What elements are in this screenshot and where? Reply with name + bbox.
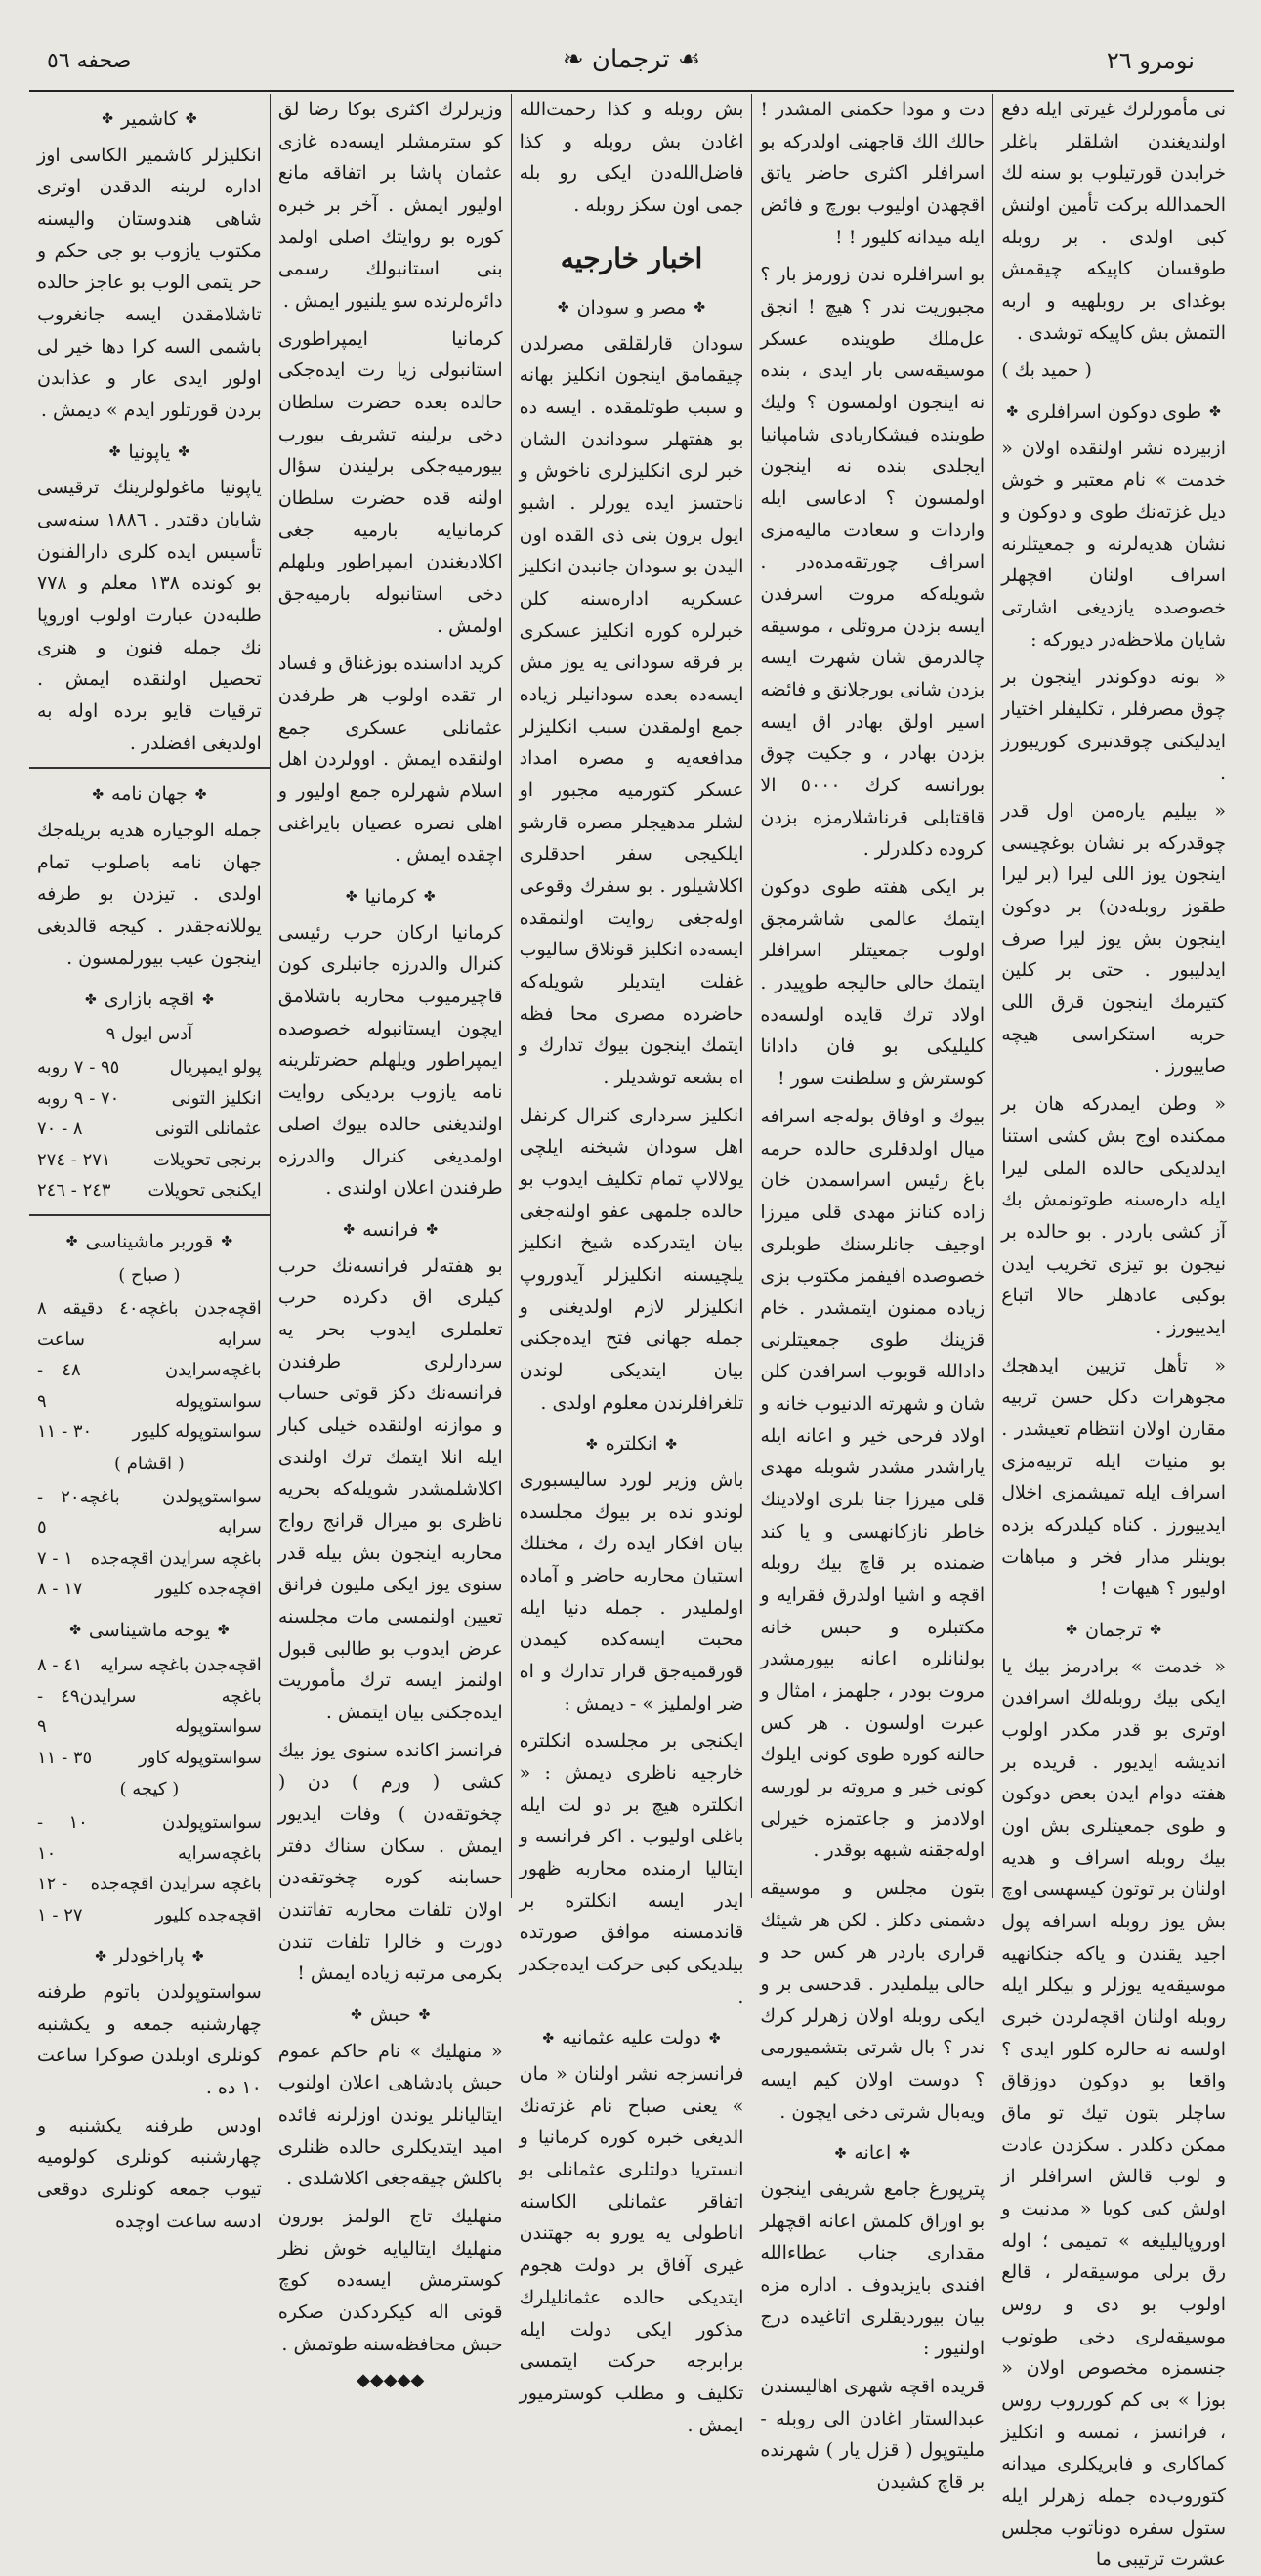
paragraph: « خدمت » برادرمز بیك یا ایکی بیك روبله‌لك اسرافدن اوتری بو قدر مکدر اولوب اندیشه ایدیور . قریده بر هفته دوام ایدن بعض دوکون و طوی جمعیتلری بش اون بیك روبله اسراف و هدیه اولنان بر توتون کیسهسی اوچ بش یوز روبله اسرافه پول اجید یقندن و یاکه جنکانهیه موسیقه‌یه یوزلر و بیکلر ایله روبله اولنان اقچه‌لردن خبری اولسه نه حالره کلور ایدی ؟ واقعا بو دوکون دوزقاق ساچلر بتون تیك تو ماق ممکن دکلدر . سکزدن عادت و لوب قالش اسرافلر از اولش کبی کویا « مدنیت و اوروپالیلیغه » تمیمی ؛ اوله رق برلی موسیقه‌لر ، قالع اولوب بو دی و روس موسیقه‌لری دخی طوتوب جنسمزه مخصوص اولان « بوزا » بی کم کورروب روس ، فرانسز ، نمسه و انکلیز کماکاری و فابریکلری میدانه کتوروب‌ده جمله زهرلر ایله ستول سفره دوناتوب مجلس عشرت ترتیبی ما [1001, 1655, 1226, 2571]
table-row [37, 1416, 262, 1448]
heading-text: ترجمان [1084, 1619, 1143, 1641]
paragraph: انکلیزلر کاشمیر الکاسی اوز اداره لرینه الدقدن اوتری شاهی هندوستان والیسنه مکتوب یازوب بو جی حکم و حر یتمی الوب بو عاجز حالده تاشلامقدن ایسه جانغروب باشمی السه کرا دها خیر لی اولور ایدی عار و عذابدن بردن قورتلور ایدم » دیمش . [37, 144, 262, 422]
section-heading [37, 1226, 262, 1258]
table-row [37, 1293, 262, 1355]
ornament-icon: ✤ [418, 2007, 431, 2024]
ornament-right-icon: ☙ [669, 45, 701, 74]
newspaper-title [29, 45, 1234, 74]
ornament-icon: ✤ [191, 1948, 204, 1964]
paragraph: سودان قارلقلقی مصرلدن چیقمامق اینجون انکلیز بهانه و سبب طوتلمقده . ایسه ده بو هفتهلر سوداندن الشان خبر لری انکلیزلری ناخوش و ناحتسز ایده یورلر . اشبو ایول برون بنی ذی القده اون الیدن بو سودان جانبدن انکلیز عسکریه اداره‌سنه کلن خبرلره کوره انکلیز عسکری بر فرقه سودانی یه یوز مش ایسه‌ده بعده سودانیلر زیاده جمع اولمقدن سبب انکلیزلر مدافعه‌یه و مصره امداد عسکر کتورمیه مجبور او لشلر مدهیجلر مصره قارشو ایلکیجی سفر احدقلری اکلاشیلور . بو سفرك وقوعی اوله‌جغی روایت اولنمقده ایسه‌ده انکلیز قونلاق سالیوب غفلت ایتدیلر شویله‌که حاضرده مصری محا فظه ایتمك اینجون بیوك تدارك و اه بشعه توشدیلر . [519, 332, 744, 1088]
heading-text: یاپونیا [128, 441, 171, 463]
paragraph: یاپونیا ماغولولرینك ترقیسی شایان دقتدر . ١٨٨٦ سنه‌سی تأسیس ایده کلری دارالفنون بو کونده ١٣٨ معلم و ٧٧٨ طلبه‌دن عبارت اولوب اوروپا نك جمله فنون و هنری تحصیل اولنقده ایمش . ترقیات قایو برده اوله‌ به اولدیغی افضلدر . [37, 477, 262, 754]
ornament-icon: ✤ [84, 992, 97, 1008]
ornament-icon: ✤ [665, 1436, 678, 1453]
table-row [37, 1145, 262, 1176]
ornament-icon: ✤ [65, 1233, 78, 1249]
paragraph: اودس طرفنه یکشنبه و چهارشنبه کونلری کولومیه تیوب جمعه کونلری دوقعی ادسه ساعت اوچده [37, 2114, 262, 2232]
section-heading [1001, 1615, 1226, 1647]
ornament-icon: ✤ [586, 1436, 598, 1453]
route-time: ٤١ - ٨ [37, 1655, 83, 1676]
table-row [37, 1543, 262, 1575]
signature: ( حمید بك ) [1001, 359, 1092, 382]
paragraph: فرانسز اکانده سنوی یوز بیك کشی ( ورم ) دن ( چخوتقه‌دن ) وفات ایدیور ایمش . سکان سناك دفتر حسابنه کوره چخوتقه‌دن اولان تلفات محاربه تفاتندن دورت و خالرا تلفات تندن بکرمی مرتبه زیاده ایمش ! [277, 1739, 503, 1985]
route-name: سواستوپولدن باغچه‌سرایه [162, 1812, 262, 1864]
ornament-left-icon: ❧ [562, 45, 592, 74]
route-time: ٤٩ - ٩ [37, 1685, 80, 1738]
paragraph: ازبیرده نشر اولنقده اولان « خدمت » نام معتبر و خوش دیل غزته‌نك طوی و دوکون و نشان هدیه‌لرنه و جمعیتلرنه اسراف اولنان اقچهلر خصوصده یازدیغی اشارتی شایان ملاحظه‌در دیورکه : [1001, 437, 1226, 651]
table-row [37, 1355, 262, 1416]
ornament-icon: ✤ [92, 786, 105, 803]
ornament-icon: ✤ [1066, 1623, 1077, 1639]
ornament-icon: ✤ [834, 2145, 847, 2162]
rate-name: انکلیز التونی [171, 1087, 262, 1109]
route-name: اقچه‌جده کلیور [155, 1579, 262, 1600]
subheading: آدس ایول ٩ [105, 1024, 193, 1045]
heading-text: دولت علیه عثمانیه [562, 2027, 701, 2049]
section-heading [278, 1214, 503, 1246]
table-row [37, 1743, 262, 1774]
heading-text: پاراخودلر [114, 1945, 185, 1967]
heading-text: انکلتره [605, 1433, 658, 1456]
heading-text: یوجه ماشیناسی [88, 1619, 210, 1641]
paragraph: « منهلیك » نام حاکم عموم حبش پادشاهی اعلان اولنوب ایتالیانلر یوندن اوزلرنه فائده امید ایتدیکلری حالده ظنلری باکلش چیقه‌جغی اکلاشلدی . [277, 2040, 503, 2190]
column-2 [751, 94, 992, 2494]
column-5 [29, 94, 270, 2232]
route-time: ١٢ - [37, 1874, 68, 1895]
paragraph: انکلیز سرداری کنرال کرنفل اهل سودان شیخنه ایلچی یولالاپ تمام تکلیف ایدوب بو حالده جلمهی عفو اولنەجغی بیان ایتدرکده شیخ انکلیز یلچیسنه انکلیزلر آیدوروپ انکلیزلر لازم اولدیغنی و جمله جهانی فتح ایده‌جکنی بیان ایتدیکی لوندن تلغرافلرندن معلوم اولدی . [519, 1104, 744, 1414]
rate-name: برنجی تحویلات [152, 1149, 262, 1170]
ornament-icon: ✤ [426, 1222, 439, 1239]
section-heading [37, 779, 262, 811]
ornament-icon: ✤ [95, 1948, 106, 1964]
paragraph: بر ایکی هفته طوی دوکون ایتمك عالمی شاشرمجق اولوب جمعیتلر اسرافلر ایتمك حالی حالیجه طوپیدر . اولاد ترك قایده اولسه‌ده کلیلیكی بو فان دادانا کوسترش و سلطنت سور ! [760, 876, 986, 1090]
heading-text: قوربر ماشیناسی [85, 1230, 214, 1252]
heading-text: اقچه بازاری [104, 989, 195, 1011]
subheading: ( صباح ) [118, 1265, 181, 1287]
route-name: سواستوپوله کلیور [132, 1421, 262, 1443]
timetable-night [37, 1807, 262, 1930]
table-row [37, 1175, 262, 1206]
paragraph: کرمانیا ارکان حرب رئیسی کنرال والدرزه جانبلری کون قاچیرمیوب محاربه باشلامق ایچون ایستانبوله خصوصده ایمپراطور ویلهلم حضرتلرینه نامه یازوب بردیکی روایت اولندیغنی حالده بیوك اصلی اولمدیغی کنرال والدرزه طرفندن اعلان اولندی . [277, 921, 503, 1200]
section-heading [37, 437, 262, 469]
timetable-evening [37, 1482, 262, 1605]
paragraph: جمله الوجیاره هدیه بریله‌جك جهان نامه باصلوب تمام اولدی . تیزدن بو طرفه یوللانەجقدر . کیجه قالدیغی اینجون عیب بیورلمسون . [37, 820, 262, 969]
route-name: باغچه سرایدن اقچه‌جده [90, 1547, 262, 1569]
paragraph: سواستوپولدن باتوم طرفنه چهارشنبه جمعه و یکشنبه کونلری اوبلدن صوکرا ساعت ١٠ ده . [37, 1980, 262, 2098]
ornament-icon: ✤ [202, 992, 214, 1008]
rate-name: عثمانلی التونی [154, 1119, 262, 1140]
section-heading [37, 104, 262, 136]
column-3 [511, 94, 752, 2436]
column-1 [992, 94, 1234, 2571]
section-heading [520, 2022, 744, 2054]
route-name: باغچه سرایدن اقچه‌جده [90, 1874, 262, 1895]
subheading: ( کیجه ) [119, 1779, 180, 1800]
route-time: ٢٧ - ١ [37, 1904, 83, 1925]
route-name: اقچه‌جدن باغچه سرایه [138, 1298, 262, 1350]
ornament-icon: ✤ [343, 1222, 356, 1239]
rate-value: ٩٥ - ٧ روبه [37, 1057, 120, 1078]
paragraph: « بیلیم یارەمن اول قدر چوقدرکه بر نشان بوغچیسی اینجون یوز اللی لیرا (بر لیرا طقوز روبله‌دن) بر دوکون اینجون بش یوز لیرا صرف ایدلیبور . حتی بر کلین کتیرمك اینجون قرق اللی حربه استکراسی هیچه صاییورز . [1001, 800, 1226, 1077]
route-name: سواستوپولدن باغچه سرایه [79, 1486, 262, 1539]
ornament-icon: ✤ [194, 786, 207, 803]
table-row [37, 1052, 262, 1083]
table-row [37, 1083, 262, 1115]
table-row [37, 1900, 262, 1931]
table-row [37, 1869, 262, 1900]
section-heading [760, 2137, 985, 2170]
table-row [37, 1807, 262, 1869]
title-text: ترجمان [591, 45, 670, 74]
section-heading [520, 1428, 744, 1460]
route-name: باغچه‌سرایدن سواستوپوله [164, 1360, 262, 1412]
table-row [37, 1114, 262, 1145]
route-name: باغچه سرایدن سواستوپوله [79, 1685, 262, 1738]
ornament-icon: ✤ [423, 889, 436, 906]
route-time: ١٠ - ١٠ [37, 1812, 88, 1864]
ornament-icon: ✤ [221, 1233, 233, 1249]
table-row [37, 1650, 262, 1681]
ornament-icon: ✤ [102, 111, 113, 128]
paragraph: باش وزیر لورد سالیسبوری لوندو نده بر بیوك مجلسده بیان افکار ایده رك ، مختلك استیان محاربه حاضر و آماده اولملیدر . جمله دنیا ایله محبت ایسه‌کده کیمدن قورقمیه‌جق قرار تدارك و اه ضر اولملیز » - دیمش : [519, 1469, 744, 1714]
paragraph: منهلیك تاج الولمز بورون منهلیك ایتالیایه خوش نظر کوسترمش ایسه‌ده کوچ قوتی اله کیکردکدن صکره حبش محافظه‌سنه طوتمش . [277, 2206, 503, 2355]
column-4 [270, 94, 511, 2391]
columns [29, 94, 1234, 2571]
paragraph: نی مأمورلرك غیرتی ایله دفع اولندیغندن اشلقلر باغلر خرابدن قورتیلوب بو سنه لك الحمدالله برکت تأمین اولنش کبی اولدی . بر روبله طوقسان کاپیکه چیقمش بوغدای بر روبلهیه و اربه التمش بش کاپیکه توشدی . [1001, 99, 1226, 344]
rate-value: ٧٠ - ٩ روبه [37, 1087, 120, 1109]
section-heading [1001, 397, 1226, 429]
section-heading [37, 1940, 262, 1972]
route-time: ١ - ٧ [37, 1547, 73, 1569]
ornament-icon: ✤ [217, 1622, 230, 1638]
paragraph: دت و مودا حکمنی المشدر ! حالك الك قاجهنی اولدرکه بو اسرافلر اکثری حاضر یاتق اقچهدن اولیوب بورچ و فائض ایله میدانه کلیور ! ! [760, 99, 986, 248]
ornament-icon: ✤ [1150, 1623, 1161, 1639]
ornament-icon: ✤ [345, 889, 357, 906]
ornament-icon: ✤ [694, 300, 706, 317]
subheading: ( اقشام ) [114, 1453, 185, 1474]
paragraph: بیوك و اوفاق بوله‌جه اسرافه میال اولدقلری حالده حرمه باغ رئیس اسراسمدن خان زاده کنانز مهدی قلی میرزا اوجیف جانلرسنك طوبلری خصوصده افیفمز مکتوب بزی زیاده ممنون ایتمشدر . خام قزینك طوی جمعیتلرنی دادالله قوبوب اسرافدن کلن شان و شهرته الدنیوب خانه و اولاد فرحی خیر و اعانه ایله یاراشدر مشدر شوبله مهدی قلی میرزا جنا بلری اولادینك خاطر نازکانهسی و یا کند ضمنده بر قاچ بیك روبله اقچه و اشیا اولدرق فقرایه و مکتبلره و حبس خانه بولنانلره اعانه بیورمشدر مروت بودر ، جلهمز ، امثال و عبرت اولسون . هر کس حالنه کوره طوی کونی ایلوك کونی خیر و مروته بر لورسه اولادمز و جاعتمزه خیرلی اولەجقنه شبهه بوقدر . [760, 1105, 986, 1862]
paragraph: فرانسزجه نشر اولنان « مان » یعنی صباح نام غزته‌نك الدیغی خبره کوره کرمانیا و انستریا دولتلری عثمانلی بو اتفاقر عثمانلی الکاسنه اناطولی یه یورو به جهتندن غیری آفاق بر دولت هجوم ایتدیکی حالده عثمانلیلرك مذکور ایکی دولت ایله برابرجه حرکت ایتمسی تکلیف و مطلب کوسترمیور ایمش . [519, 2063, 744, 2436]
ornament-icon: ✤ [108, 444, 121, 461]
paragraph: بو هفته‌لر فرانسه‌نك حرب کیلری اق دکرده حرب تعلملری ایدوب بحر یه سردارلری طرفندن فرانسه‌نك دکز قوتی حساب و موازنه اولنقده خیلی کبار ایله انلا ایتمك ترك اولندی اکلاشلمشدر شویله‌که بحریه ناظری بو میرال قرانج رواج محاربه اینجون بش بیله قدر سنوی یوز ایکی ملیون فرانق تعیین اولنمسی مات مجلسنه عرض ایدوب بو طالبی قبول اولنمز ایسه ترك مأموریت ایده‌جکنی بیان ایتمش . [277, 1254, 503, 1723]
heading-text: طوی دوکون اسرافلری [1026, 401, 1202, 424]
section-heading [520, 292, 744, 324]
ornament-icon: ✤ [351, 2007, 362, 2024]
paragraph: کرمانیا ایمپراطوری استانبولی زیا رت ایده‌جکی حالده بعده حضرت سلطان دخی برلینه تشریف بیورب بیورمیه‌جکی برلیندن سؤال اولنه قده حضرت سلطان کرمانیایه بارمیه جغی اکلادیغندن ایمپراطور ویلهلم دخی استانبوله بارمیه‌جق اولمش . [277, 327, 503, 637]
ornament-icon: ✤ [1006, 404, 1019, 421]
rate-name: پولو ایمپریال [169, 1057, 262, 1078]
ornament-icon: ✤ [557, 300, 569, 317]
route-time: ٤٨ - ٩ [37, 1360, 81, 1412]
section-heading [278, 881, 503, 913]
masthead [29, 39, 1234, 92]
paragraph: وزیرلرك اکثری بوکا رضا لق کو سترمشلر ایسه‌ده غازی عثمان پاشا بر اتفاقه مانع اولیور ایمش . آخر بر خبره کوره بو روایتك اصلی اولمد بنی استانبولك رسمی دائره‌لرنده سو یلنیور ایمش . [277, 99, 503, 313]
heading-text: حبش [369, 2004, 411, 2026]
section-heading [37, 984, 262, 1016]
heading-text: اعانه [854, 2142, 892, 2165]
heading-text: کاشمیر [120, 108, 178, 130]
section-heading-large: اخبار خارجیه [560, 241, 703, 274]
paragraph: قریده اقچه شهری اهالیسندن عبدالستار اغادن الی روبله - مليتوپول ( قزل یار ) شهرنده بر قاچ کشیدن [760, 2376, 986, 2494]
ornament-icon: ✤ [185, 111, 197, 128]
ornament-icon: ✤ [899, 2145, 910, 2162]
paragraph: « بونه دوکوندر اینجون بر چوق مصرفلر ، تکلیفلر اختیار ایدلیکنی چوقدنبری کوریبورز . [1001, 666, 1226, 784]
end-ornament: ◆◆◆◆◆ [357, 2370, 425, 2391]
paragraph: بتون مجلس و موسیقه دشمنی دکلز . لکن هر شیئك قراری باردر هر کس حد و حالی بیلملیدر . قدحسی بر و ایکی روبله اولان زهرلر کرك ندر ؟ بال شرتی بتشمیورمی ؟ دوست اولان کیم ایسه ویه‌بال شرتی دخی ایچون . [760, 1877, 986, 2123]
rate-value: ٨ - ٧٠ [37, 1119, 83, 1140]
ornament-icon: ✤ [542, 2030, 555, 2047]
route-name: اقچه‌جده کلیور [155, 1904, 262, 1925]
ornament-icon: ✤ [69, 1622, 81, 1638]
heading-text: مصر و سودان [576, 296, 687, 318]
section-heading [278, 2000, 503, 2032]
rate-value: ٢٧١ - ٢٧٤ [37, 1149, 111, 1170]
paragraph: کرید اداسنده بوزغناق و فساد ار تقده اولوب هر طرفدن عثمانلی عسکری جمع اولنقده ایمش . اوولردن اهل اسلام شهرلره جمع اولیور و اهلی نصره عصیان بایراغنی اچقده ایمش . [277, 653, 503, 866]
paragraph: ایکنجی بر مجلسده انکلتره خارجیه ناظری دیمش : « انکلتره هیچ بر دو لت ایله باغلی اولیوب . اکر فرانسه و ایتالیا ارمنده محاربه ظهور ایدر ایسه انکلتره بر قاندمسنه موافق صورتده بیلدیکی کبی حرکت ایده‌جکدر . [519, 1730, 744, 2007]
page-label: صحفه ٥٦ [47, 49, 132, 73]
route-time: ١٧ - ٨ [37, 1579, 83, 1600]
route-time: ٢٠ - ٥ [37, 1486, 80, 1539]
heading-text: کرمانیا [364, 886, 416, 908]
timetable-morning [37, 1293, 262, 1448]
rate-name: ایکنجی تحویلات [147, 1180, 262, 1202]
heading-text: فرانسه [362, 1218, 419, 1241]
paragraph: « تأهل تزیین ایدهجك مجوهرات دکل حسن تربیه مقارن اولان انتظام تعیشدر . بو منیات ایله تربیه‌مزی اسراف ایله تمیشمزی اخلال ایدییورز . کناه کیلدرکه بزده بوینلر مدار فخر و مباهات اولیور ؟ هیهات ! [1001, 1354, 1226, 1600]
paragraph: بش روبله و کذا رحمت‌الله اغادن بش روبله و کذا فاضل‌الله‌دن ایکی رو بله جمی اون سکز روبله . [519, 99, 744, 217]
table-row [37, 1681, 262, 1743]
route-name: سواستوپوله کاور [139, 1747, 262, 1768]
rates-table [37, 1052, 262, 1206]
table-row [37, 1574, 262, 1605]
route-time: ٤٠ دقیقه ٨ ساعت [37, 1298, 139, 1350]
paragraph: « وطن ایمدرکه هان بر ممکنده اوج بش کشی استنا ایدلدیکی حالده الملی لیرا ایله داره‌سنه طوتونمش بك آز کشی باردر . بو حالده بر نیجون بو تیزی تخریب ایدن بوکبی عادهلر حالا اتباع ایدییورز . [1001, 1093, 1226, 1338]
paragraph: پترپورغ جامع شریفی اینجون بو اوراق کلمش اعانه اقچهلر مقداری جناب عطاءالله افندی بایزیدوف . اداره مزه بیان بیوردیقلری اتاغیده درج اولنیور : [760, 2178, 986, 2360]
timetable-passenger [37, 1650, 262, 1773]
ornament-icon: ✤ [708, 2030, 721, 2047]
divider [29, 1214, 270, 1216]
table-row [37, 1482, 262, 1543]
ornament-icon: ✤ [178, 444, 190, 461]
issue-number: نومرو ٢٦ [1106, 47, 1195, 74]
rate-value: ٢٤٣ - ٢٤٦ [37, 1180, 111, 1202]
section-heading [37, 1615, 262, 1647]
route-name: اقچه‌جدن باغچه سرایه [99, 1655, 262, 1676]
route-time: ٣٥ - ١١ [37, 1747, 93, 1768]
paragraph: بو اسرافلره ندن زورمز بار ؟ مجبوریت ندر ؟ هیچ ! انجق عل‌ملك طوینده عسکر موسیقه‌سی بار ایدی ، بنده نه اینجون اولمسون ؟ ولیك طوینده فیشکاریادی شامپانیا ایجلدی بنده نه اینجون اولمسون ؟ ادعاسی ایله واردات و سعادت مالیه‌مزی اسراف چورتقه‌مده‌در . شویله‌که مروت اسرفدن ایسه بزدن مروتلی ، موسیقه چالدرمق شان شهرت ایسه بزدن شانی بورجلانق و فائضه اسیر اولق بهادر اق ایسه بزدن بهادر ، و جکیت چوق بورانسه کرك ٥٠٠٠ الا قاقتابلی قرناشلارمزه بزدن کروده دکلدرلر . [760, 264, 986, 861]
route-time: ٣٠ - ١١ [37, 1421, 93, 1443]
divider [29, 767, 270, 769]
ornament-icon: ✤ [1209, 404, 1221, 421]
heading-text: جهان نامه [111, 783, 188, 806]
